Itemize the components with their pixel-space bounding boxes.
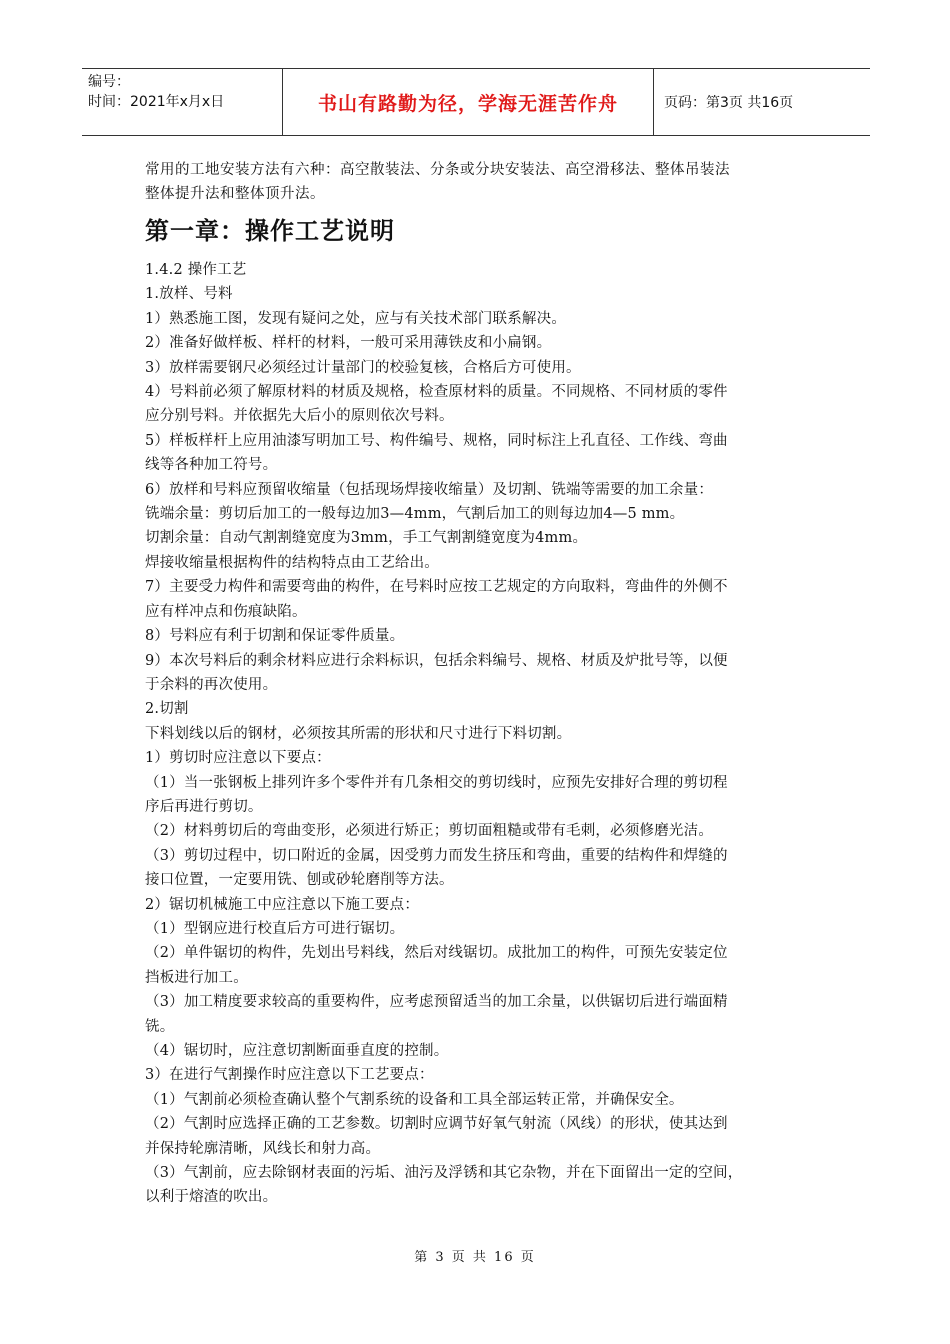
header-motto-cell xyxy=(282,69,654,135)
body-line: （1）型钢应进行校直后方可进行锯切。 xyxy=(145,920,405,937)
body-line: 铣。 xyxy=(145,1018,175,1035)
header-motto: 书山有路勤为径，学海无涯苦作舟 xyxy=(317,92,618,115)
body-line: 2）准备好做样板、样杆的材料，一般可采用薄铁皮和小扁钢。 xyxy=(145,335,552,352)
body-line: （2）气割时应选择正确的工艺参数。切割时应调节好氧气射流（风线）的形状，使其达到 xyxy=(145,1116,728,1133)
body-line: 应分别号料。并依据先大后小的原则依次号料。 xyxy=(145,408,454,425)
body-line: 应有样冲点和伤痕缺陷。 xyxy=(145,603,307,620)
body-line: 下料划线以后的钢材，必须按其所需的形状和尺寸进行下料切割。 xyxy=(145,725,572,742)
body-line: （2）单件锯切的构件，先划出号料线，然后对线锯切。成批加工的构件，可预先安装定位 xyxy=(145,945,728,962)
body-line: 2.切割 xyxy=(145,701,189,718)
document-date: 时间：2021年x月x日 xyxy=(88,94,225,110)
intro-line: 整体提升法和整体顶升法。 xyxy=(145,186,325,202)
body-line: 切割余量：自动气割割缝宽度为3mm，手工气割割缝宽度为4mm。 xyxy=(145,530,588,547)
body-line: 铣端余量：剪切后加工的一般每边加3—4mm，气割后加工的则每边加4—5 mm。 xyxy=(145,506,685,523)
body-line: 1）熟悉施工图，发现有疑问之处，应与有关技术部门联系解决。 xyxy=(145,310,567,327)
body-line: 3）在进行气割操作时应注意以下工艺要点： xyxy=(145,1067,434,1084)
body-line: 1.4.2 操作工艺 xyxy=(145,262,247,278)
body-line: 1.放样、号料 xyxy=(145,286,233,303)
header-page-cell xyxy=(654,69,870,135)
body-line: 3）放样需要钢尺必须经过计量部门的校验复核，合格后方可使用。 xyxy=(145,359,581,376)
body-line: 挡板进行加工。 xyxy=(145,969,248,986)
body-line: （3）剪切过程中，切口附近的金属，因受剪力而发生挤压和弯曲，重要的结构件和焊缝的 xyxy=(145,847,728,864)
body-line: （2）材料剪切后的弯曲变形，必须进行矫正；剪切面粗糙或带有毛刺，必须修磨光洁。 xyxy=(145,823,714,840)
body-line: （3）加工精度要求较高的重要构件，应考虑预留适当的加工余量，以供锯切后进行端面精 xyxy=(145,994,728,1011)
body-line: 并保持轮廓清晰，风线长和射力高。 xyxy=(145,1140,381,1157)
header-meta xyxy=(82,69,282,135)
page-footer: 第 3 页 共 16 页 xyxy=(414,1250,536,1265)
intro-line: 常用的工地安装方法有六种：高空散装法、分条或分块安装法、高空滑移法、整体吊装法 xyxy=(145,162,730,178)
body-line: 4）号料前必须了解原材料的材质及规格，检查原材料的质量。不同规格、不同材质的零件 xyxy=(145,384,728,401)
body-line: 焊接收缩量根据构件的结构特点由工艺给出。 xyxy=(145,554,439,571)
document-number: 编号： xyxy=(88,74,130,90)
body-line: 8）号料应有利于切割和保证零件质量。 xyxy=(145,628,405,645)
body-line: 以利于熔渣的吹出。 xyxy=(145,1189,278,1206)
document-body xyxy=(145,258,813,1210)
body-line: （4）锯切时，应注意切割断面垂直度的控制。 xyxy=(145,1043,449,1059)
body-line: 5）样板样杆上应用油漆写明加工号、构件编号、规格，同时标注上孔直径、工作线、弯曲 xyxy=(145,432,728,449)
body-line: 序后再进行剪切。 xyxy=(145,798,263,815)
body-line: （1）气割前必须检查确认整个气割系统的设备和工具全部运转正常，并确保安全。 xyxy=(145,1091,684,1108)
header-page-number: 页码：第3页 共16页 xyxy=(664,95,794,111)
body-line: （1）当一张钢板上排列许多个零件并有几条相交的剪切线时，应预先安排好合理的剪切程 xyxy=(145,774,728,791)
document-content xyxy=(145,158,813,1210)
body-line: 9）本次号料后的剩余材料应进行余料标识，包括余料编号、规格、材质及炉批号等，以便 xyxy=(145,652,728,669)
body-line: 于余料的再次使用。 xyxy=(145,676,278,693)
body-line: 线等各种加工符号。 xyxy=(145,457,278,474)
body-line: 7）主要受力构件和需要弯曲的构件，在号料时应按工艺规定的方向取料，弯曲件的外侧不 xyxy=(145,579,728,596)
page-header xyxy=(82,68,870,136)
intro-paragraph xyxy=(145,158,813,206)
body-line: 接口位置，一定要用铣、刨或砂轮磨削等方法。 xyxy=(145,872,454,889)
chapter-title: 第一章：操作工艺说明 xyxy=(145,217,395,245)
body-line: 2）锯切机械施工中应注意以下施工要点： xyxy=(145,896,420,913)
body-line: 6）放样和号料应预留收缩量（包括现场焊接收缩量）及切割、铣端等需要的加工余量： xyxy=(145,481,714,498)
body-line: （3）气割前，应去除钢材表面的污垢、油污及浮锈和其它杂物，并在下面留出一定的空间， xyxy=(145,1165,743,1182)
body-line: 1）剪切时应注意以下要点： xyxy=(145,750,331,767)
